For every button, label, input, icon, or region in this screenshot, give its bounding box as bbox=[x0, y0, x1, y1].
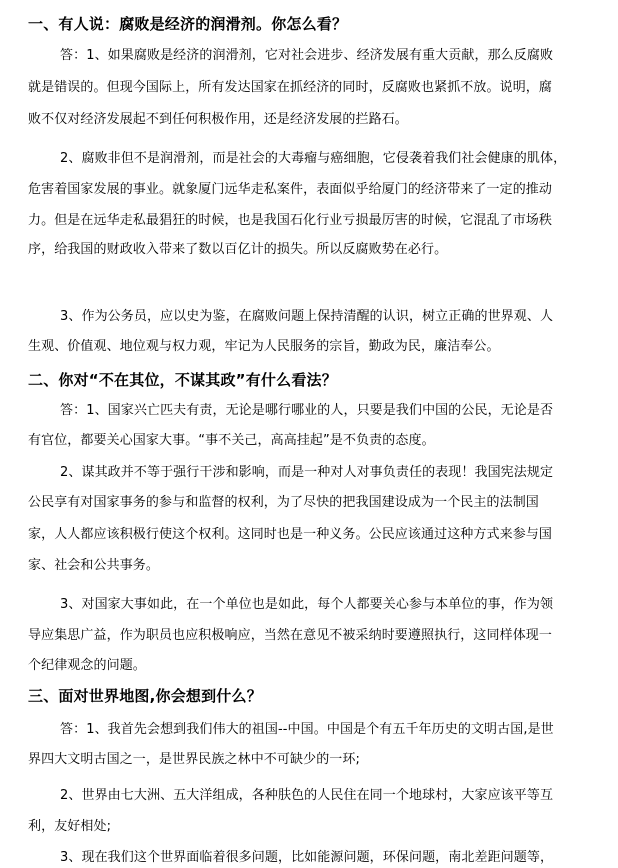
section-2-p2-line-1: 2、谋其政并不等于强行干涉和影响，而是一种对人对事负责任的表现！我国宪法规定 bbox=[60, 465, 554, 480]
section-2-p2-line-2: 公民享有对国家事务的参与和监督的权利，为了尽快的把我国建设成为一个民主的法制国 bbox=[28, 495, 539, 510]
section-3-p3-line-1: 3、现在我们这个世界面临着很多问题，比如能源问题，环保问题，南北差距问题等， bbox=[60, 850, 554, 865]
section-2-heading: 二、你对“不在其位，不谋其政”有什么看法？ bbox=[28, 371, 337, 389]
section-3-p1-line-2: 界四大文明古国之一，是世界民族之林中不可缺少的一环; bbox=[28, 752, 360, 767]
section-3-p1-line-1: 答：1、我首先会想到我们伟大的祖国--中国。中国是个有五千年历史的文明古国,是世 bbox=[60, 722, 554, 737]
section-2-p3-line-3: 个纪律观念的问题。 bbox=[28, 658, 146, 673]
section-1-p2-line-1: 2、腐败非但不是润滑剂，而是社会的大毒瘤与癌细胞，它侵袭着我们社会健康的肌体， bbox=[60, 151, 567, 166]
section-1-p3-line-1: 3、作为公务员，应以史为鉴，在腐败问题上保持清醒的认识，树立正确的世界观、人 bbox=[60, 309, 554, 324]
section-1-p2-line-3: 力。但是在远华走私最猖狂的时候，也是我国石化行业亏损最厉害的时候，它混乱了市场秩 bbox=[28, 213, 553, 228]
section-2-p2-line-4: 家、社会和公共事务。 bbox=[28, 558, 160, 573]
section-1-p2-line-4: 序，给我国的财政收入带来了数以百亿计的损失。所以反腐败势在必行。 bbox=[28, 242, 448, 257]
section-2-p3-line-1: 3、对国家大事如此，在一个单位也是如此，每个人都要关心参与本单位的事，作为领 bbox=[60, 597, 554, 612]
section-1-p3-line-2: 生观、价值观、地位观与权力观，牢记为人民服务的宗旨，勤政为民，廉洁奉公。 bbox=[28, 339, 500, 354]
section-2-p1-line-1: 答：1、国家兴亡匹夫有责，无论是哪行哪业的人，只要是我们中国的公民，无论是否 bbox=[60, 403, 554, 418]
section-3-p2-line-1: 2、世界由七大洲、五大洋组成，各种肤色的人民住在同一个地球村，大家应该平等互 bbox=[60, 788, 554, 803]
section-2-p2-line-3: 家，人人都应该积极行使这个权利。这同时也是一种义务。公民应该通过这种方式来参与国 bbox=[28, 527, 553, 542]
section-3-heading: 三、面对世界地图,你会想到什么？ bbox=[28, 687, 262, 705]
section-1-p2-line-2: 危害着国家发展的事业。就象厦门远华走私案件，表面似乎给厦门的经济带来了一定的推动 bbox=[28, 182, 553, 197]
section-1-p1-line-1: 答：1、如果腐败是经济的润滑剂，它对社会进步、经济发展有重大贡献，那么反腐败 bbox=[60, 48, 554, 63]
section-2-p3-line-2: 导应集思广益，作为职员也应积极响应，当然在意见不被采纳时要遵照执行，这同样体现一 bbox=[28, 628, 553, 643]
section-1-p1-line-2: 就是错误的。但现今国际上，所有发达国家在抓经济的同时，反腐败也紧抓不放。说明，腐 bbox=[28, 80, 553, 95]
section-2-p1-line-2: 有官位，都要关心国家大事。“事不关己，高高挂起”是不负责的态度。 bbox=[28, 433, 435, 448]
section-3-p2-line-2: 利，友好相处; bbox=[28, 819, 112, 834]
section-1-heading: 一、有人说：腐败是经济的润滑剂。你怎么看？ bbox=[28, 15, 348, 33]
section-1-p1-line-3: 败不仅对经济发展起不到任何积极作用，还是经济发展的拦路石。 bbox=[28, 112, 408, 127]
